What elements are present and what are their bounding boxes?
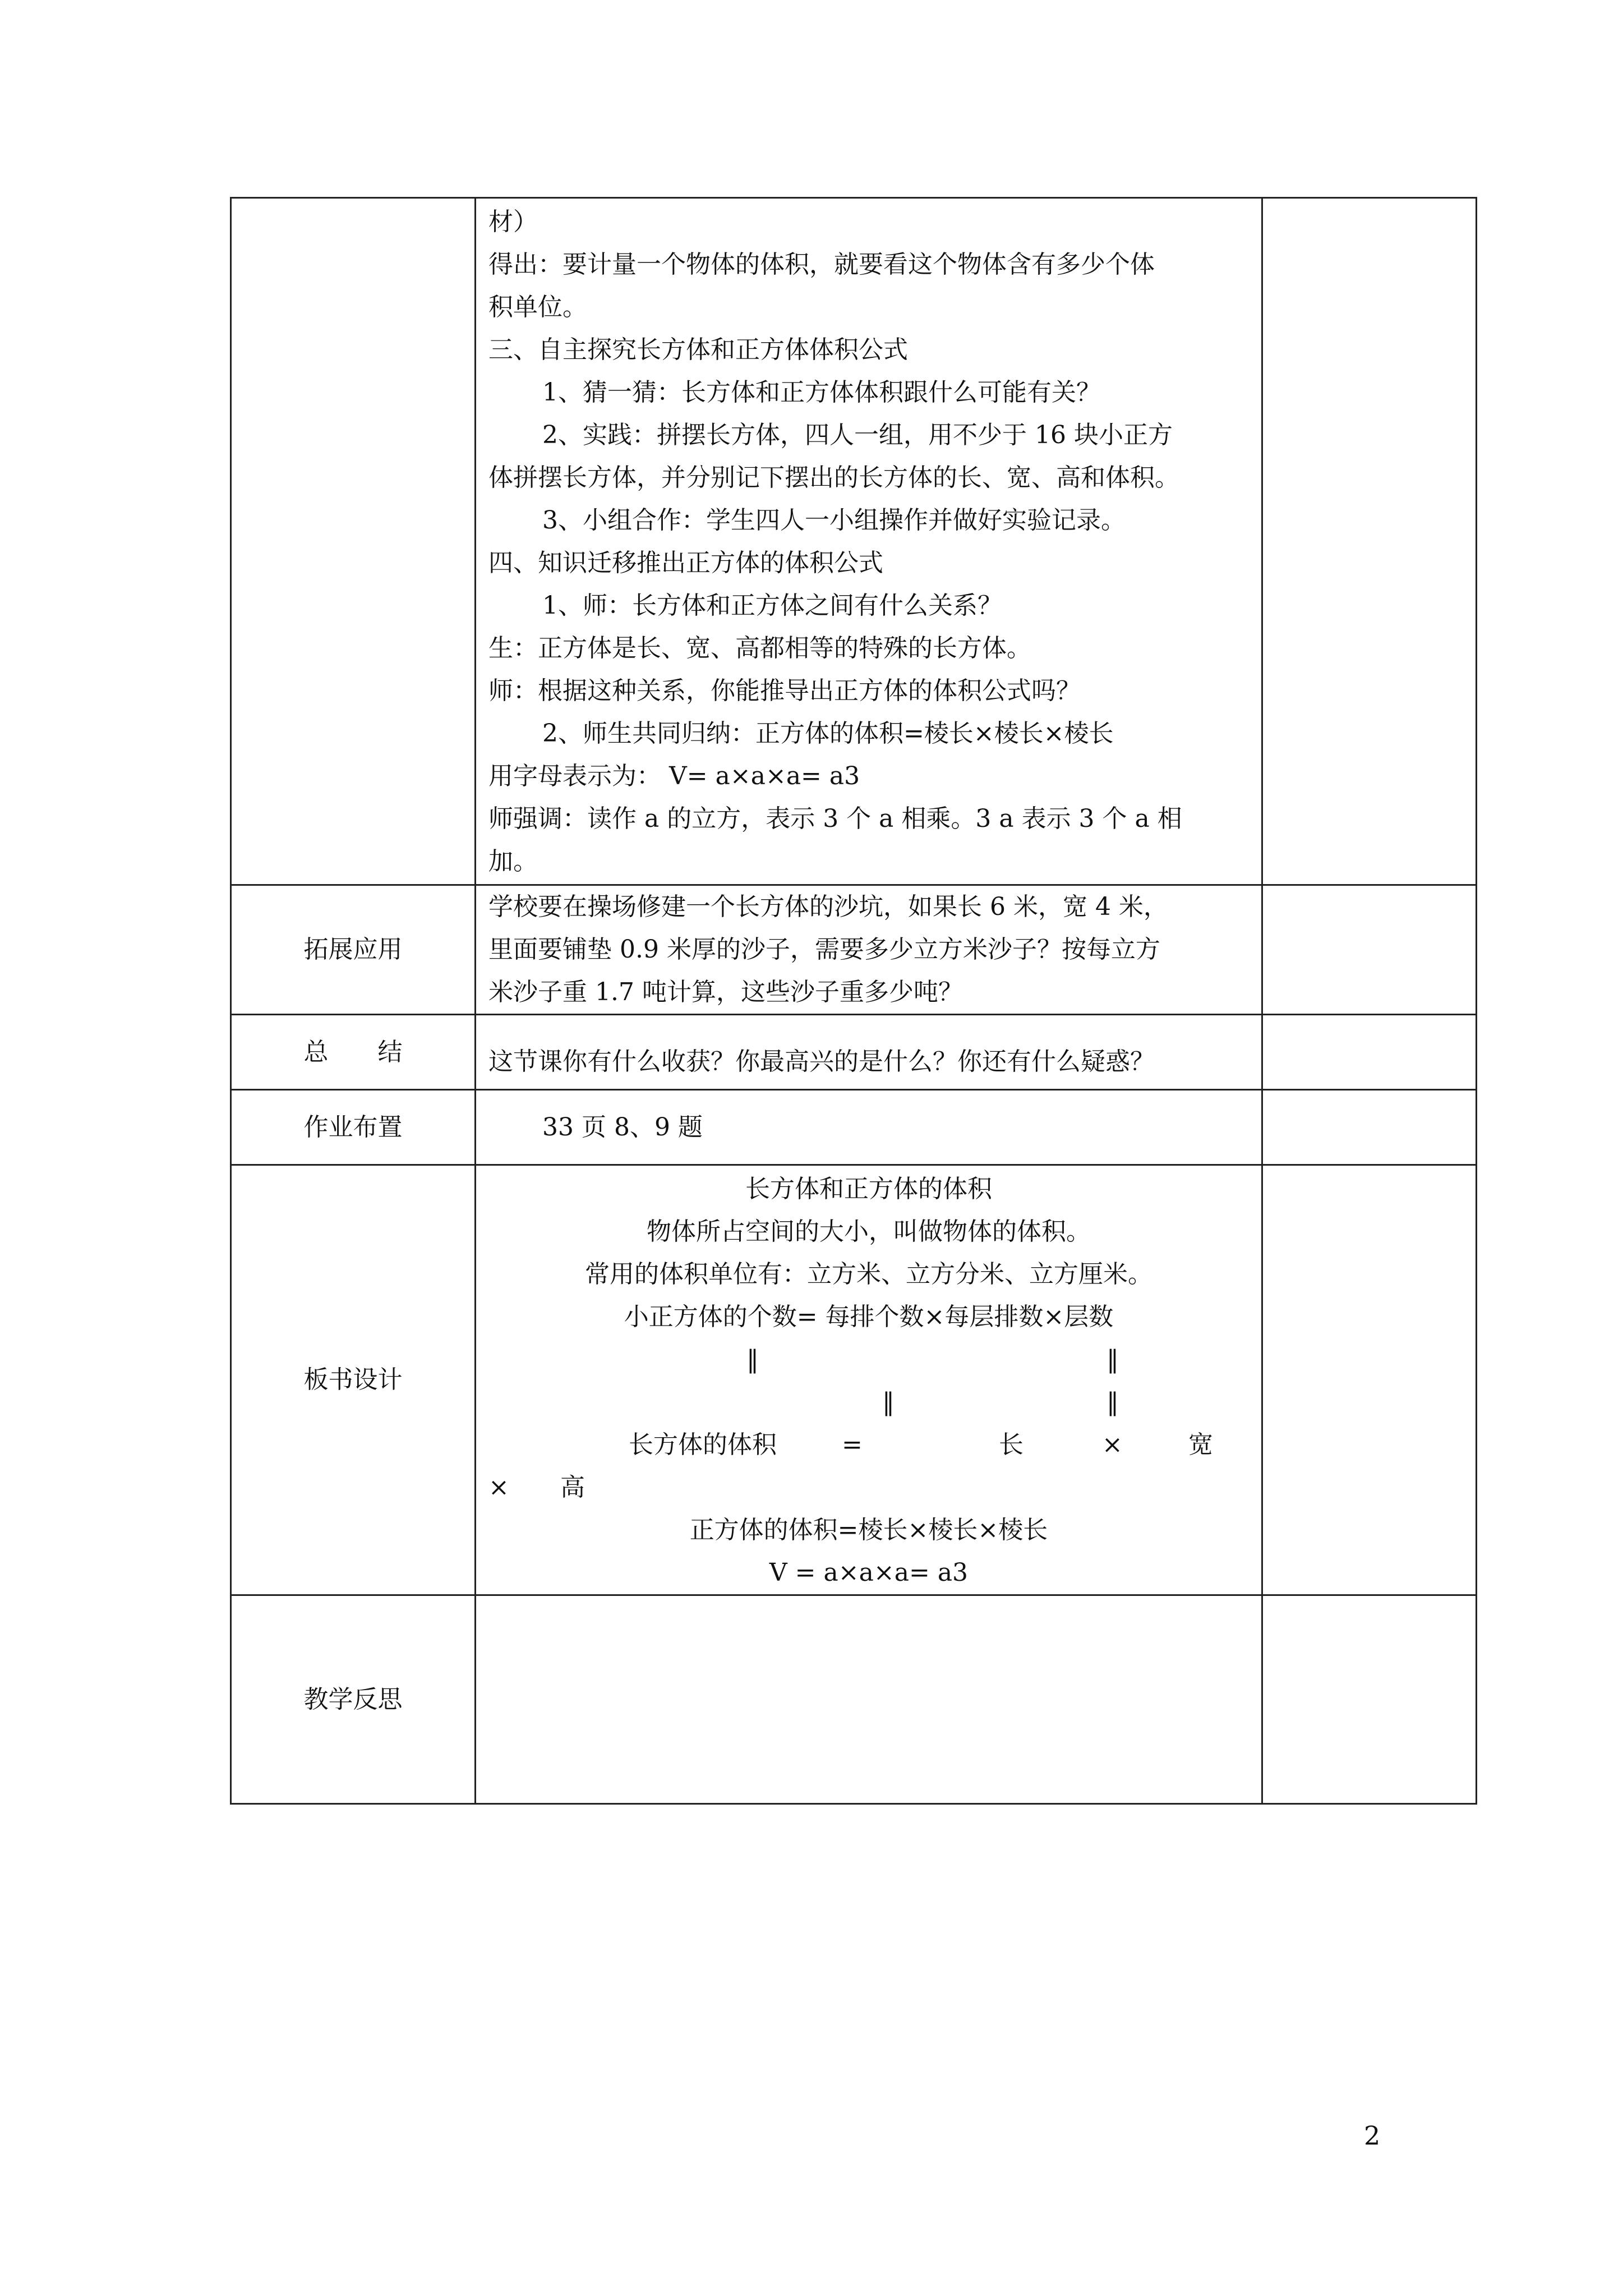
board-units: 常用的体积单位有：立方米、立方分米、立方厘米。: [585, 1260, 1152, 1289]
process-line: 1、师：长方体和正方体之间有什么关系？: [542, 591, 1002, 620]
process-line: 师：根据这种关系，你能推导出正方体的体积公式吗？: [488, 677, 1081, 705]
process-lines: [488, 201, 1249, 883]
extension-notes-cell: [1262, 885, 1477, 1015]
board-cuboid-formula-row-2: [488, 1466, 1249, 1509]
board-equal-mark: ‖: [746, 1345, 759, 1374]
summary-notes-cell: [1262, 1015, 1477, 1090]
summary-text: 这节课你有什么收获？你最高兴的是什么？你还有什么疑惑？: [488, 1047, 1155, 1076]
board-content-cell: [476, 1165, 1262, 1595]
homework-text: 33 页 8、9 题: [542, 1112, 703, 1142]
board-equal-mark: ‖: [1106, 1388, 1119, 1416]
lesson-plan-table: [230, 197, 1477, 1805]
process-line: 师强调：读作 a 的立方，表示 3 个 a 相乘。3 a 表示 3 个 a 相: [488, 804, 1182, 833]
board-equal-mark: ‖: [882, 1388, 895, 1416]
board-cube-formula-letters: V = a×a×a= a3: [769, 1558, 969, 1587]
board-length: 长: [999, 1430, 1023, 1459]
row-teaching-process: [231, 198, 1477, 885]
extension-line-1: 学校要在操场修建一个长方体的沙坑，如果长 6 米，宽 4 米，: [488, 892, 1168, 921]
extension-line-2: 里面要铺垫 0.9 米厚的沙子，需要多少立方米沙子？按每立方: [488, 935, 1160, 964]
process-line: 1、猜一猜：长方体和正方体体积跟什么可能有关？: [542, 378, 1101, 407]
row-reflection: [231, 1595, 1477, 1804]
homework-notes-cell: [1262, 1090, 1477, 1165]
row-extension: [231, 885, 1477, 1015]
reflection-notes-cell: [1262, 1595, 1477, 1804]
process-label-cell: [231, 198, 476, 885]
process-line: 2、师生共同归纳：正方体的体积=棱长×棱长×棱长: [542, 719, 1114, 748]
process-line: 四、知识迁移推出正方体的体积公式: [488, 549, 883, 577]
process-line: 3、小组合作：学生四人一小组操作并做好实验记录。: [542, 506, 1126, 535]
process-line: 得出：要计量一个物体的体积，就要看这个物体含有多少个体: [488, 250, 1155, 279]
board-equal-row-1: [488, 1338, 1249, 1381]
board-times-sign: ×: [1102, 1430, 1123, 1459]
process-line: 三、自主探究长方体和正方体体积公式: [488, 335, 908, 364]
row-summary: [231, 1015, 1477, 1090]
reflection-content-cell: [476, 1595, 1262, 1804]
page-number: 2: [1364, 2120, 1381, 2151]
process-line: 生：正方体是长、宽、高都相等的特殊的长方体。: [488, 634, 1031, 662]
board-equals-sign: =: [842, 1430, 863, 1459]
board-notes-cell: [1262, 1165, 1477, 1595]
board-label: 板书设计: [231, 1165, 476, 1595]
homework-label: 作业布置: [231, 1090, 476, 1165]
board-equal-row-2: [488, 1381, 1249, 1424]
process-line: 体拼摆长方体，并分别记下摆出的长方体的长、宽、高和体积。: [488, 463, 1179, 492]
process-line: 加。: [488, 847, 538, 876]
process-notes-cell: [1262, 198, 1477, 885]
board-cuboid-volume-label: 长方体的体积: [629, 1430, 777, 1459]
process-line: 材）: [488, 208, 538, 236]
extension-label: 拓展应用: [231, 885, 476, 1015]
row-homework: [231, 1090, 1477, 1165]
board-cuboid-formula-row: [488, 1424, 1249, 1466]
row-board-design: [231, 1165, 1477, 1595]
board-cube-count: 小正方体的个数= 每排个数×每层排数×层数: [624, 1303, 1114, 1331]
process-line: 用字母表示为： V= a×a×a= a3: [488, 762, 860, 790]
board-equal-mark: ‖: [1106, 1345, 1119, 1374]
homework-content-cell: [476, 1090, 1262, 1165]
summary-label: 总 结: [231, 1015, 476, 1090]
board-width: 宽: [1188, 1430, 1213, 1459]
board-times-sign: ×: [488, 1473, 509, 1502]
board-height: 高: [560, 1473, 585, 1502]
process-line: 积单位。: [488, 293, 587, 321]
summary-content-cell: [476, 1015, 1262, 1090]
extension-line-3: 米沙子重 1.7 吨计算，这些沙子重多少吨？: [488, 978, 963, 1006]
reflection-label: 教学反思: [231, 1595, 476, 1804]
process-line: 2、实践：拼摆长方体，四人一组，用不少于 16 块小正方: [542, 421, 1173, 449]
board-title: 长方体和正方体的体积: [745, 1175, 992, 1203]
board-cube-formula: 正方体的体积=棱长×棱长×棱长: [689, 1516, 1048, 1544]
board-definition: 物体所占空间的大小，叫做物体的体积。: [647, 1217, 1091, 1246]
extension-content-cell: [476, 885, 1262, 1015]
process-content-cell: [476, 198, 1262, 885]
